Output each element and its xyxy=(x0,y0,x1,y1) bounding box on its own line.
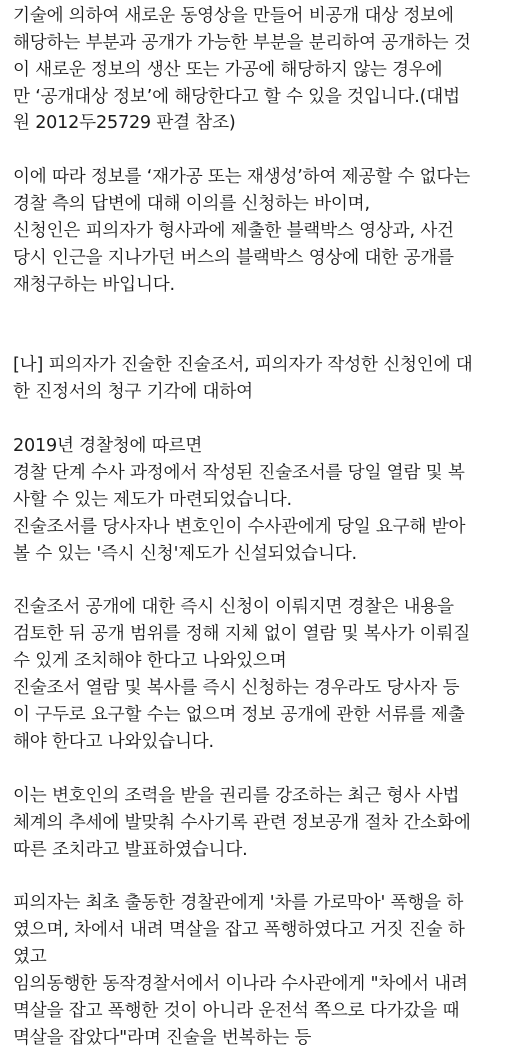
text-line: 피의자는 최초 출동한 경찰관에게 '차를 가로막아' 폭행을 하 xyxy=(13,893,464,914)
text-line: 검토한 뒤 공개 범위를 정해 지체 없이 열람 및 복사가 이뤄질 xyxy=(13,624,471,645)
text-line: 사할 수 있는 제도가 마련되었습니다. xyxy=(13,489,292,510)
blank-line xyxy=(0,568,531,595)
text-line: 멱살을 잡았다"라며 진술을 번복하는 등 xyxy=(13,1027,312,1048)
text-line: 이는 변호인의 조력을 받을 권리를 강조하는 최근 형사 사법 xyxy=(13,785,460,806)
text-line: 재청구하는 바입니다. xyxy=(13,274,175,295)
text-line: 경찰 단계 수사 과정에서 작성된 진술조서를 당일 열람 및 복 xyxy=(13,463,465,484)
text-line: 진술조서 열람 및 복사를 즉시 신청하는 경우라도 당사자 등 xyxy=(13,678,460,699)
blank-line xyxy=(0,299,531,326)
text-line: [나] 피의자가 진술한 진술조서, 피의자가 작성한 신청인에 대 xyxy=(13,355,473,376)
text-line: 수 있게 조치해야 한다고 나와있으며 xyxy=(13,651,287,672)
text-line: 였고 xyxy=(13,947,47,968)
text-line: 해야 한다고 나와있습니다. xyxy=(13,731,214,752)
text-line: 만 ‘공개대상 정보’에 해당한다고 할 수 있을 것입니다.(대법 xyxy=(13,86,460,107)
text-line: 체계의 추세에 발맞춰 수사기록 관련 정보공개 절차 간소화에 xyxy=(13,812,471,833)
text-line: 원 2012두25729 판결 참조) xyxy=(13,113,236,134)
text-line: 2019년 경찰청에 따르면 xyxy=(13,436,203,457)
text-line: 멱살을 잡고 폭행한 것이 아니라 운전석 쪽으로 다가갔을 때 xyxy=(13,1000,460,1021)
text-line: 임의동행한 동작경찰서에서 이나라 수사관에게 "차에서 내려 xyxy=(13,973,468,994)
blank-line xyxy=(0,137,531,164)
text-line: 한 진정서의 청구 기각에 대하여 xyxy=(13,382,253,403)
blank-line xyxy=(0,406,531,433)
text-line: 볼 수 있는 '즉시 신청'제도가 신설되었습니다. xyxy=(13,543,357,564)
text-line: 따른 조치라고 발표하였습니다. xyxy=(13,839,248,860)
text-line: 당시 인근을 지나가던 버스의 블랙박스 영상에 대한 공개를 xyxy=(13,247,454,268)
text-line: 였으며, 차에서 내려 멱살을 잡고 폭행하였다고 거짓 진술 하 xyxy=(13,920,465,941)
text-line: 신청인은 피의자가 형사과에 제출한 블랙박스 영상과, 사건 xyxy=(13,221,454,242)
blank-line xyxy=(0,756,531,783)
text-line: 이에 따라 정보를 ‘재가공 또는 재생성’하여 제공할 수 없다는 xyxy=(13,167,471,188)
text-line: 경찰 측의 답변에 대해 이의를 신청하는 바이며, xyxy=(13,194,370,215)
text-line: 이 새로운 정보의 생산 또는 가공에 해당하지 않는 경우에 xyxy=(13,59,443,80)
blank-line xyxy=(0,863,531,890)
text-line: 해당하는 부분과 공개가 가능한 부분을 분리하여 공개하는 것 xyxy=(13,32,471,53)
text-line: 이 구두로 요구할 수는 없으며 정보 공개에 관한 서류를 제출 xyxy=(13,705,465,726)
text-line: 진술조서 공개에 대한 즉시 신청이 이뤄지면 경찰은 내용을 xyxy=(13,597,454,618)
text-line: 진술조서를 당사자나 변호인이 수사관에게 당일 요구해 받아 xyxy=(13,516,466,537)
text-line: 기술에 의하여 새로운 동영상을 만들어 비공개 대상 정보에 xyxy=(13,5,454,26)
blank-line xyxy=(0,326,531,353)
